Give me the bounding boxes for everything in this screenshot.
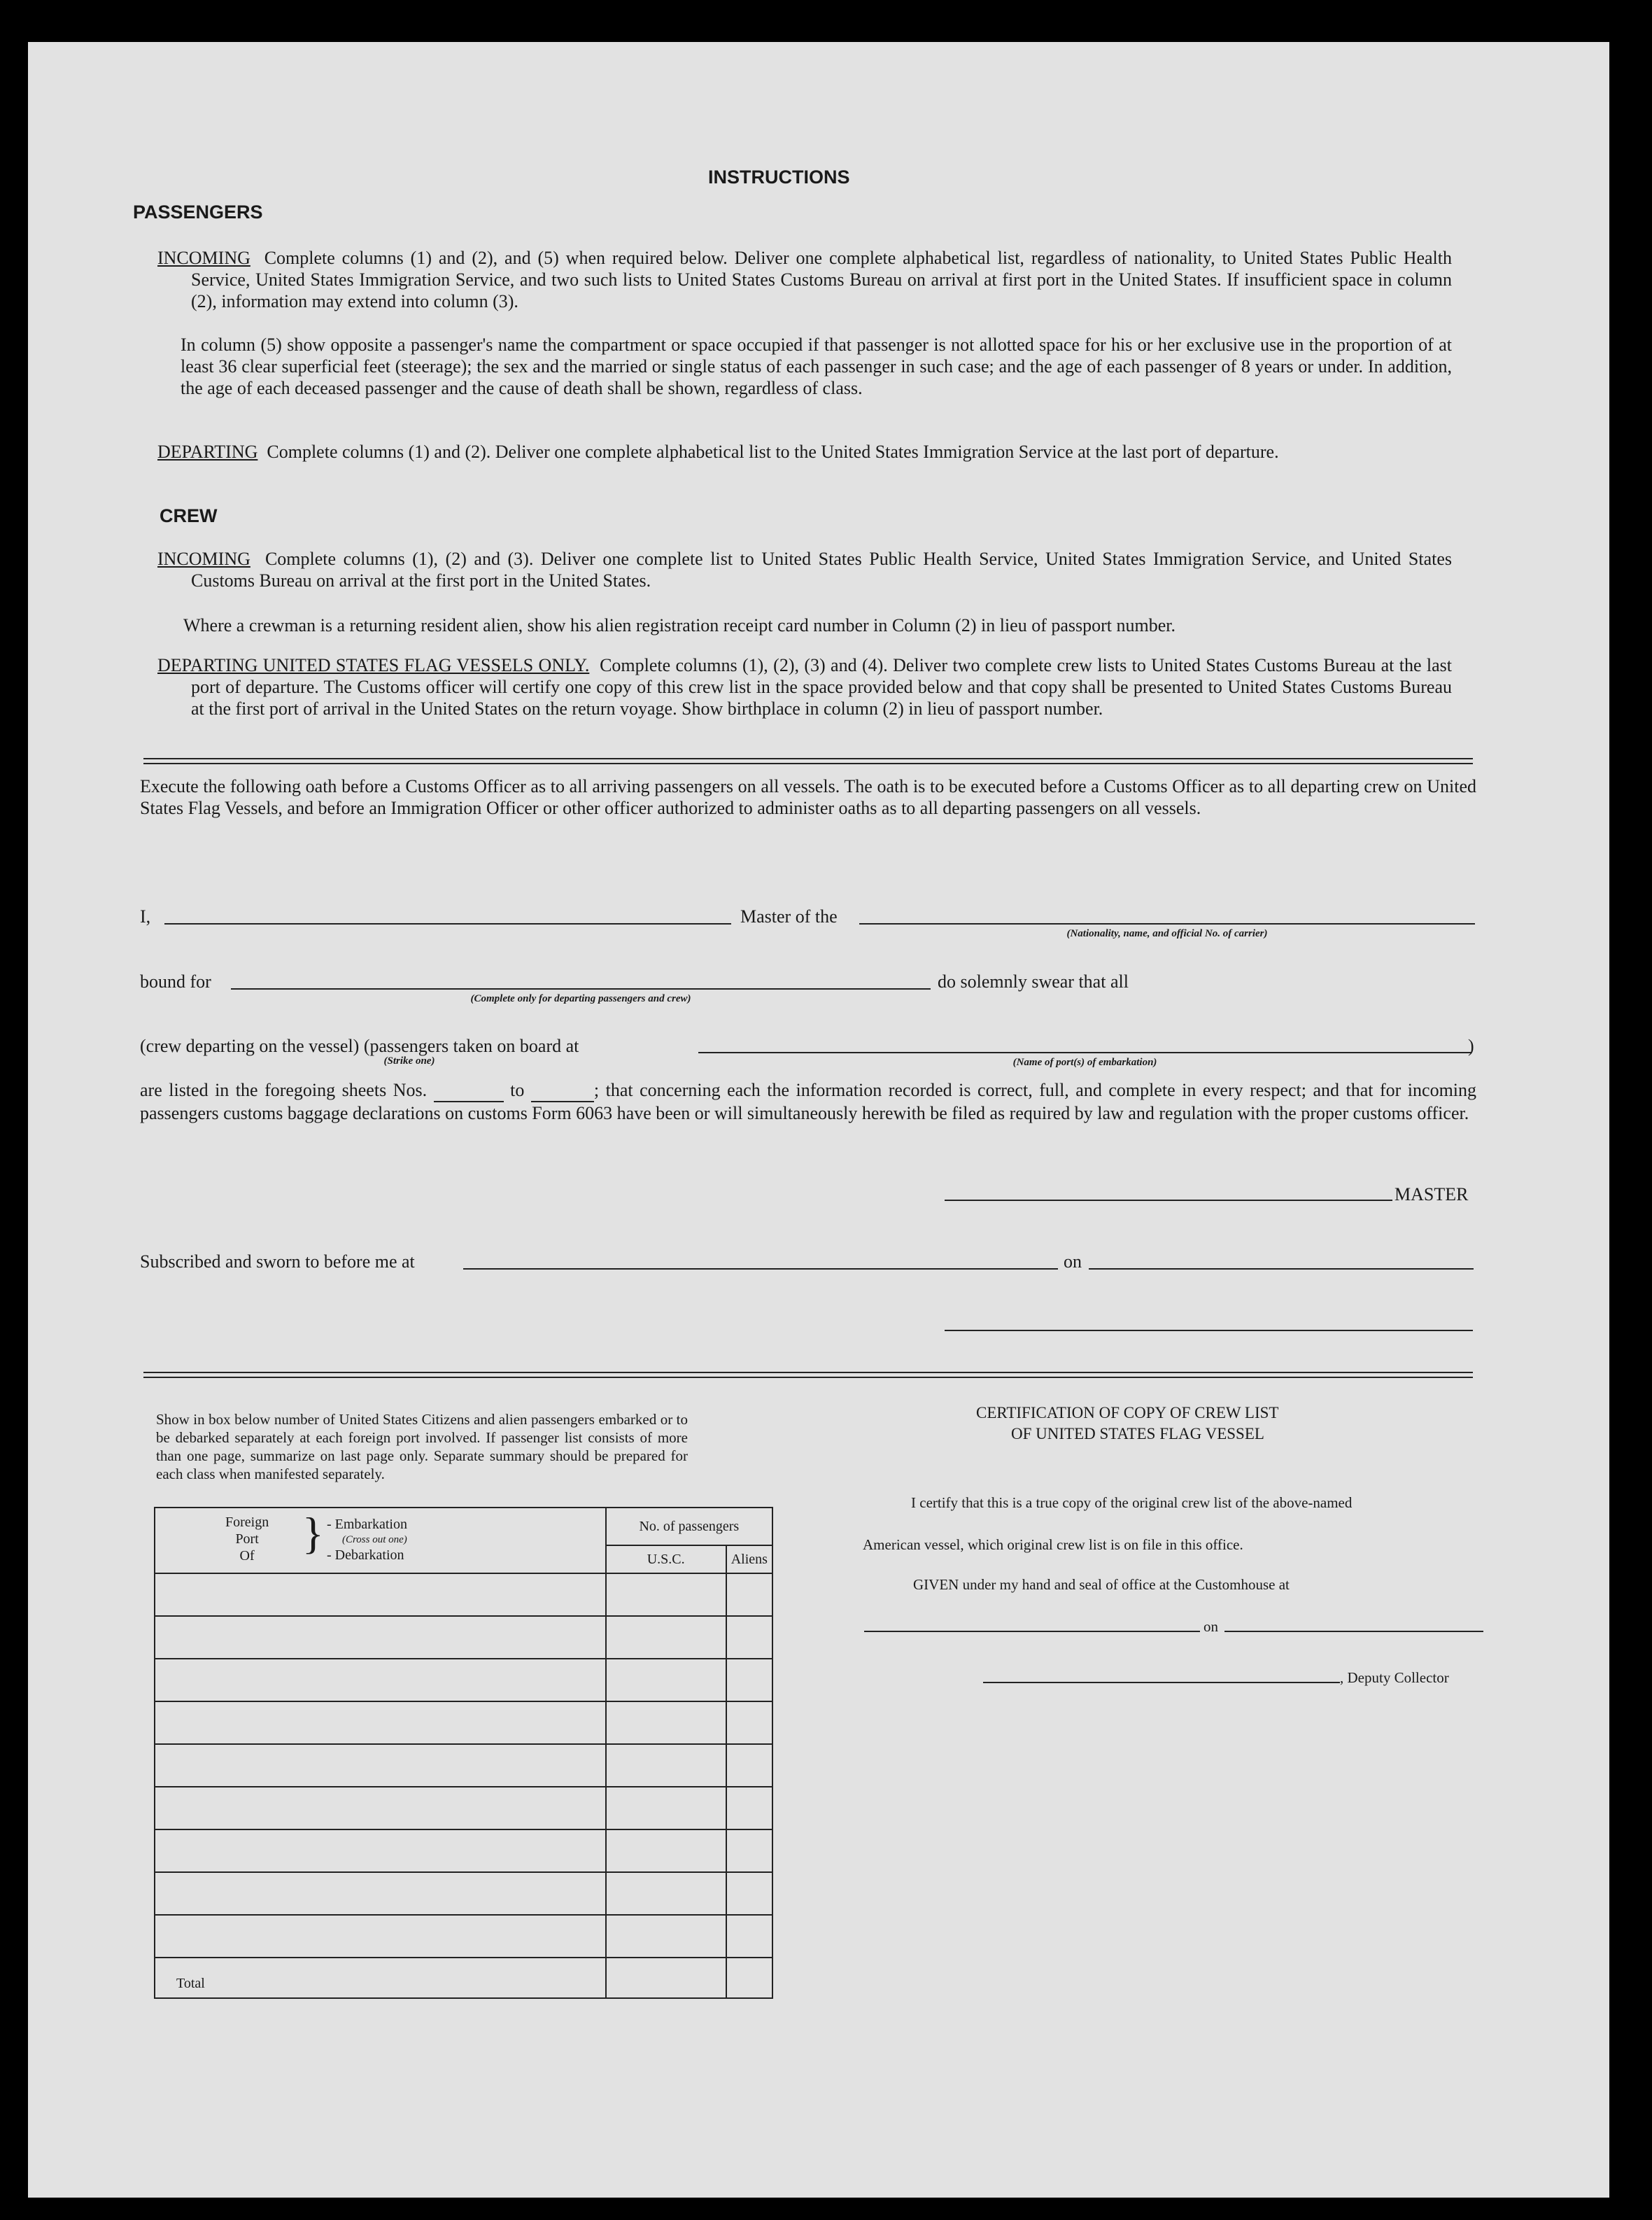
bound-for-line[interactable] [231, 988, 931, 990]
passengers-heading: PASSENGERS [133, 202, 263, 223]
certify-line-2: American vessel, which original crew list is on file in this office. [863, 1536, 1243, 1553]
aliens-cell[interactable] [726, 1616, 772, 1659]
port-cell[interactable] [155, 1787, 606, 1829]
port-cell[interactable] [155, 1616, 606, 1659]
carrier-caption: (Nationality, name, and official No. of carrier) [1066, 928, 1268, 939]
close-paren: ) [1468, 1036, 1474, 1056]
of-label: Of [239, 1548, 255, 1564]
listed-to: to [510, 1080, 525, 1100]
listed-pre: are listed in the foregoing sheets Nos. [140, 1080, 428, 1100]
crew-incoming-text: Complete columns (1), (2) and (3). Deliver one complete list to United States Public Health Service, United States Immigration Service, and United States Customs Bureau on arrival at the first port in the United States. [191, 549, 1453, 591]
customhouse-line[interactable] [864, 1631, 1200, 1632]
debarkation-label: - Debarkation [327, 1547, 404, 1563]
usc-cell[interactable] [606, 1872, 726, 1915]
port-cell[interactable] [155, 1701, 606, 1744]
usc-header: U.S.C. [606, 1545, 726, 1573]
embarkation-label: - Embarkation [327, 1517, 407, 1532]
usc-cell[interactable] [606, 1744, 726, 1787]
usc-cell[interactable] [606, 1915, 726, 1958]
foreign-label: Foreign [225, 1515, 269, 1530]
brace-icon: } [302, 1508, 324, 1558]
port-cell[interactable] [155, 1915, 606, 1958]
passengers-departing [157, 441, 1452, 463]
aliens-cell[interactable] [726, 1573, 772, 1616]
aliens-cell[interactable] [726, 1915, 772, 1958]
total-label: Total [155, 1958, 606, 1998]
aliens-cell[interactable] [726, 1659, 772, 1701]
port-cell[interactable] [155, 1829, 606, 1872]
aliens-cell[interactable] [726, 1872, 772, 1915]
crew-departing-label: DEPARTING UNITED STATES FLAG VESSELS ONLY. [157, 655, 590, 675]
usc-cell[interactable] [606, 1829, 726, 1872]
ports-line[interactable] [698, 1052, 1471, 1053]
crew-resident: Where a crewman is a returning resident alien, show his alien registration receipt card number in Column (2) in lieu of passport number. [183, 615, 1176, 635]
subscribed-on: on [1064, 1251, 1082, 1272]
certification-title-2: OF UNITED STATES FLAG VESSEL [1011, 1425, 1264, 1442]
form-page [28, 42, 1609, 2198]
oath-i-label: I, [140, 906, 151, 927]
aliens-cell[interactable] [726, 1787, 772, 1829]
sheet-from-line[interactable] [434, 1079, 504, 1102]
certify-line-1: I certify that this is a true copy of the original crew list of the above-named [911, 1494, 1353, 1511]
cert-date-line[interactable] [1224, 1631, 1483, 1632]
bound-for-caption: (Complete only for departing passengers and crew) [470, 993, 691, 1004]
cross-out-caption: (Cross out one) [342, 1534, 407, 1545]
given-line: GIVEN under my hand and seal of office at the Customhouse at [913, 1576, 1290, 1593]
usc-cell[interactable] [606, 1616, 726, 1659]
master-label: MASTER [1395, 1184, 1469, 1204]
instructions-title: INSTRUCTIONS [708, 167, 850, 188]
crew-incoming [157, 548, 1452, 591]
crew-departing-text: Complete columns (1), (2), (3) and (4). Deliver two complete crew lists to United States Customs Bureau at the last port of departure. The Customs officer will certify one copy of this crew list in the space provided below and that copy shall be presented to United States Customs Bureau at the first port of arrival in the United States on the return voyage. Show birthplace in column (2) in lieu of passport number. [191, 655, 1453, 719]
passengers-departing-label: DEPARTING [157, 442, 258, 462]
oath-intro: Execute the following oath before a Customs Officer as to all arriving passengers on all vessels. The oath is to be executed before a Customs Officer as to all departing crew on United States Flag Vessels, and before an Immigration Officer or other officer authorized to administer oaths as to all departing passengers on all vessels. [140, 776, 1476, 818]
listed-paragraph [140, 1079, 1476, 1124]
port-cell[interactable] [155, 1872, 606, 1915]
usc-cell[interactable] [606, 1573, 726, 1616]
port-header-cell [155, 1508, 606, 1573]
bound-for-label: bound for [140, 971, 211, 992]
aliens-cell[interactable] [726, 1701, 772, 1744]
listed-post: ; that concerning each the information recorded is correct, full, and complete in every respect; and that for incoming passengers customs baggage declarations on customs Form 6063 have been or will simultaneously herewith be filed as required by law and regulation with the proper customs officer. [140, 1080, 1477, 1123]
passengers-incoming-label: INCOMING [157, 248, 250, 268]
total-aliens-cell[interactable] [726, 1958, 772, 1998]
usc-cell[interactable] [606, 1659, 726, 1701]
subscribed-place-line[interactable] [463, 1268, 1058, 1270]
subscribed-label: Subscribed and sworn to before me at [140, 1251, 415, 1272]
sheet-to-line[interactable] [531, 1079, 594, 1102]
crew-heading: CREW [160, 505, 218, 526]
passenger-summary-table [154, 1507, 773, 1999]
aliens-header: Aliens [726, 1545, 772, 1573]
deputy-collector-label: , Deputy Collector [1340, 1669, 1449, 1686]
oath-master-of: Master of the [740, 906, 838, 927]
port-label: Port [235, 1531, 259, 1547]
total-usc-cell[interactable] [606, 1958, 726, 1998]
cert-on: on [1203, 1618, 1218, 1635]
port-cell[interactable] [155, 1573, 606, 1616]
strike-one-caption: (Strike one) [383, 1055, 435, 1067]
aliens-cell[interactable] [726, 1744, 772, 1787]
passengers-incoming-text: Complete columns (1) and (2), and (5) when required below. Deliver one complete alphabetical list, regardless of nationality, to United States Public Health Service, United States Immigration Service, and two such lists to United States Customs Bureau on arrival at first port in the United States. If insufficient space in column (2), information may extend into column (3). [191, 248, 1452, 311]
passengers-departing-text: Complete columns (1) and (2). Deliver one complete alphabetical list to the United States Immigration Service at the last port of departure. [267, 442, 1279, 462]
master-name-line[interactable] [164, 923, 731, 925]
aliens-cell[interactable] [726, 1829, 772, 1872]
deputy-signature-line[interactable] [983, 1682, 1340, 1683]
divider-bottom [143, 1372, 1473, 1378]
ports-caption: (Name of port(s) of embarkation) [1012, 1057, 1157, 1068]
master-signature-line[interactable] [945, 1200, 1392, 1201]
passengers-column5: In column (5) show opposite a passenger's name the compartment or space occupied if that passenger is not allotted space for his or her exclusive use in the proportion of at least 36 clear superficial feet (steerage); the sex and the married or single status of each passenger in such case; and the age of each passenger of 8 years or under. In addition, the age of each deceased passenger and the cause of death shall be shown, regardless of class. [181, 335, 1452, 398]
subscribed-date-line[interactable] [1089, 1268, 1474, 1270]
passengers-incoming [157, 247, 1452, 312]
crew-incoming-label: INCOMING [157, 549, 250, 569]
certification-title-1: CERTIFICATION OF COPY OF CREW LIST [976, 1404, 1279, 1421]
summary-instructions: Show in box below number of United States Citizens and alien passengers embarked or to be debarked separately at each foreign port involved. If passenger list consists of more than one page, summarize on last page only. Separate summary should be prepared for each class when manifested separately. [156, 1411, 688, 1482]
usc-cell[interactable] [606, 1787, 726, 1829]
no-passengers-header: No. of passengers [606, 1508, 772, 1545]
crew-departing-text: (crew departing on the vessel) (passengers taken on board at [140, 1036, 579, 1056]
swear-text: do solemnly swear that all [938, 971, 1129, 992]
divider-top [143, 758, 1473, 764]
officer-signature-line[interactable] [945, 1330, 1473, 1331]
crew-departing [157, 654, 1452, 719]
port-cell[interactable] [155, 1659, 606, 1701]
usc-cell[interactable] [606, 1701, 726, 1744]
carrier-line[interactable] [859, 923, 1475, 925]
port-cell[interactable] [155, 1744, 606, 1787]
